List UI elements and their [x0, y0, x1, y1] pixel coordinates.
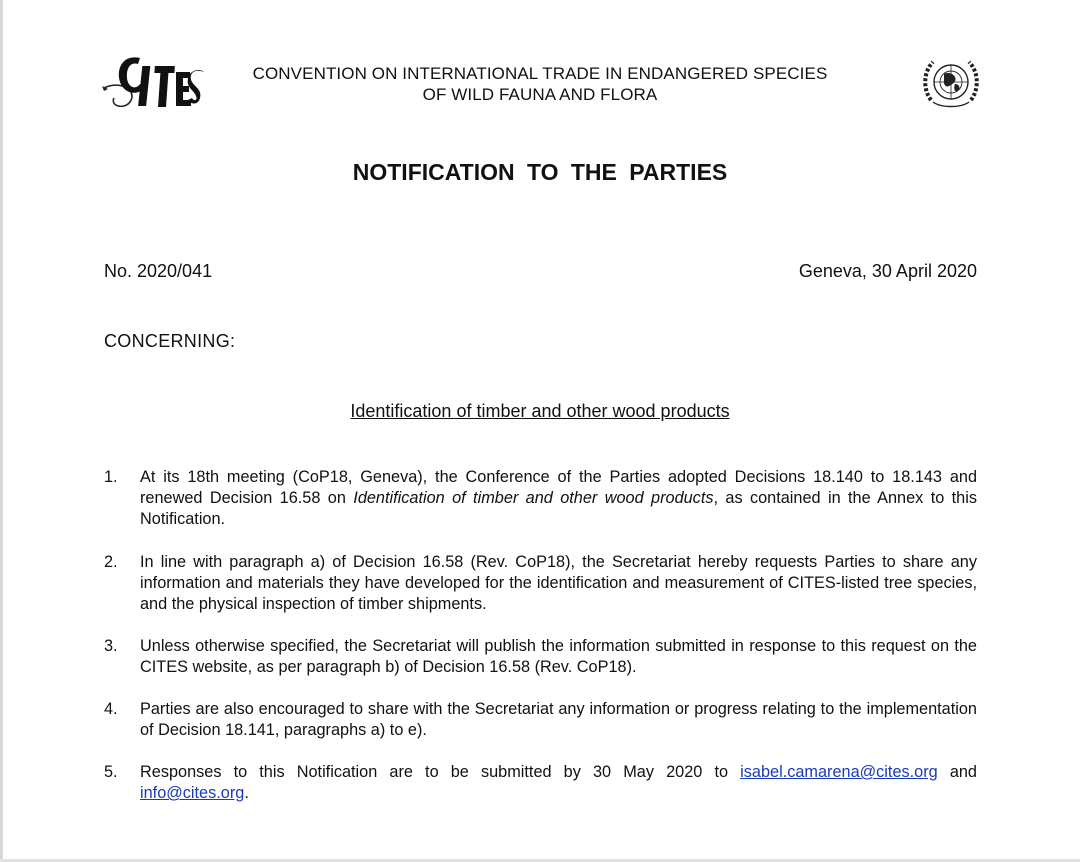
- paragraph-body: [140, 762, 977, 804]
- place-date: Geneva, 30 April 2020: [798, 261, 977, 281]
- paragraph-number: 4.: [104, 700, 118, 718]
- paragraph-number: 5.: [104, 763, 118, 781]
- notification-number: No. 2020/041: [104, 261, 213, 281]
- page-left-edge: [0, 0, 3, 862]
- notification-heading: NOTIFICATION TO THE PARTIES: [352, 159, 728, 185]
- paragraph-text: At its 18th meeting (CoP18, Geneva), the Conference of the Parties adopted Decisions 18.140 to 18.143 and renewed Decision 16.58 on: [140, 468, 977, 507]
- email-link-info[interactable]: info@cites.org: [140, 784, 245, 802]
- paragraph-5: [104, 762, 977, 804]
- convention-title-line1: CONVENTION ON INTERNATIONAL TRADE IN ENDANGERED SPECIES: [252, 64, 828, 83]
- decision-title-italic: Identification of timber and other wood products: [353, 489, 714, 507]
- subject-title: Identification of timber and other wood products: [350, 401, 730, 421]
- paragraph-text: In line with paragraph a) of Decision 16.58 (Rev. CoP18), the Secretariat hereby requests Parties to share any information and materials they have developed for the identification and measurement of CITES-listed tree species, and the physical inspection of timber shipments.: [140, 553, 977, 613]
- un-emblem-icon: [919, 54, 983, 112]
- paragraph-2: [104, 552, 977, 615]
- paragraph-text: Parties are also encouraged to share with the Secretariat any information or progress relating to the implementation of Decision 18.141, paragraphs a) to e).: [140, 700, 977, 739]
- paragraph-number: 2.: [104, 553, 118, 571]
- paragraph-1: [104, 467, 977, 530]
- paragraph-3: [104, 636, 977, 678]
- paragraph-body: [140, 467, 977, 530]
- paragraph-text: Responses to this Notification are to be submitted by 30 May 2020 to: [140, 763, 741, 781]
- paragraph-number: 3.: [104, 637, 118, 655]
- paragraph-4: [104, 699, 977, 741]
- convention-title: [220, 63, 860, 105]
- paragraph-number: 1.: [104, 468, 118, 486]
- concerning-label: CONCERNING:: [104, 331, 236, 351]
- paragraph-text: .: [244, 784, 249, 802]
- paragraph-text: Unless otherwise specified, the Secretariat will publish the information submitted in response to this request on the CITES website, as per paragraph b) of Decision 16.58 (Rev. CoP18).: [140, 637, 977, 676]
- paragraph-text: , as contained in the Annex to this Notification.: [140, 489, 977, 528]
- cites-logo: [100, 50, 206, 114]
- paragraph-text: and: [937, 763, 977, 781]
- convention-title-line2: OF WILD FAUNA AND FLORA: [422, 85, 658, 104]
- email-link-isabel[interactable]: isabel.camarena@cites.org: [740, 763, 938, 781]
